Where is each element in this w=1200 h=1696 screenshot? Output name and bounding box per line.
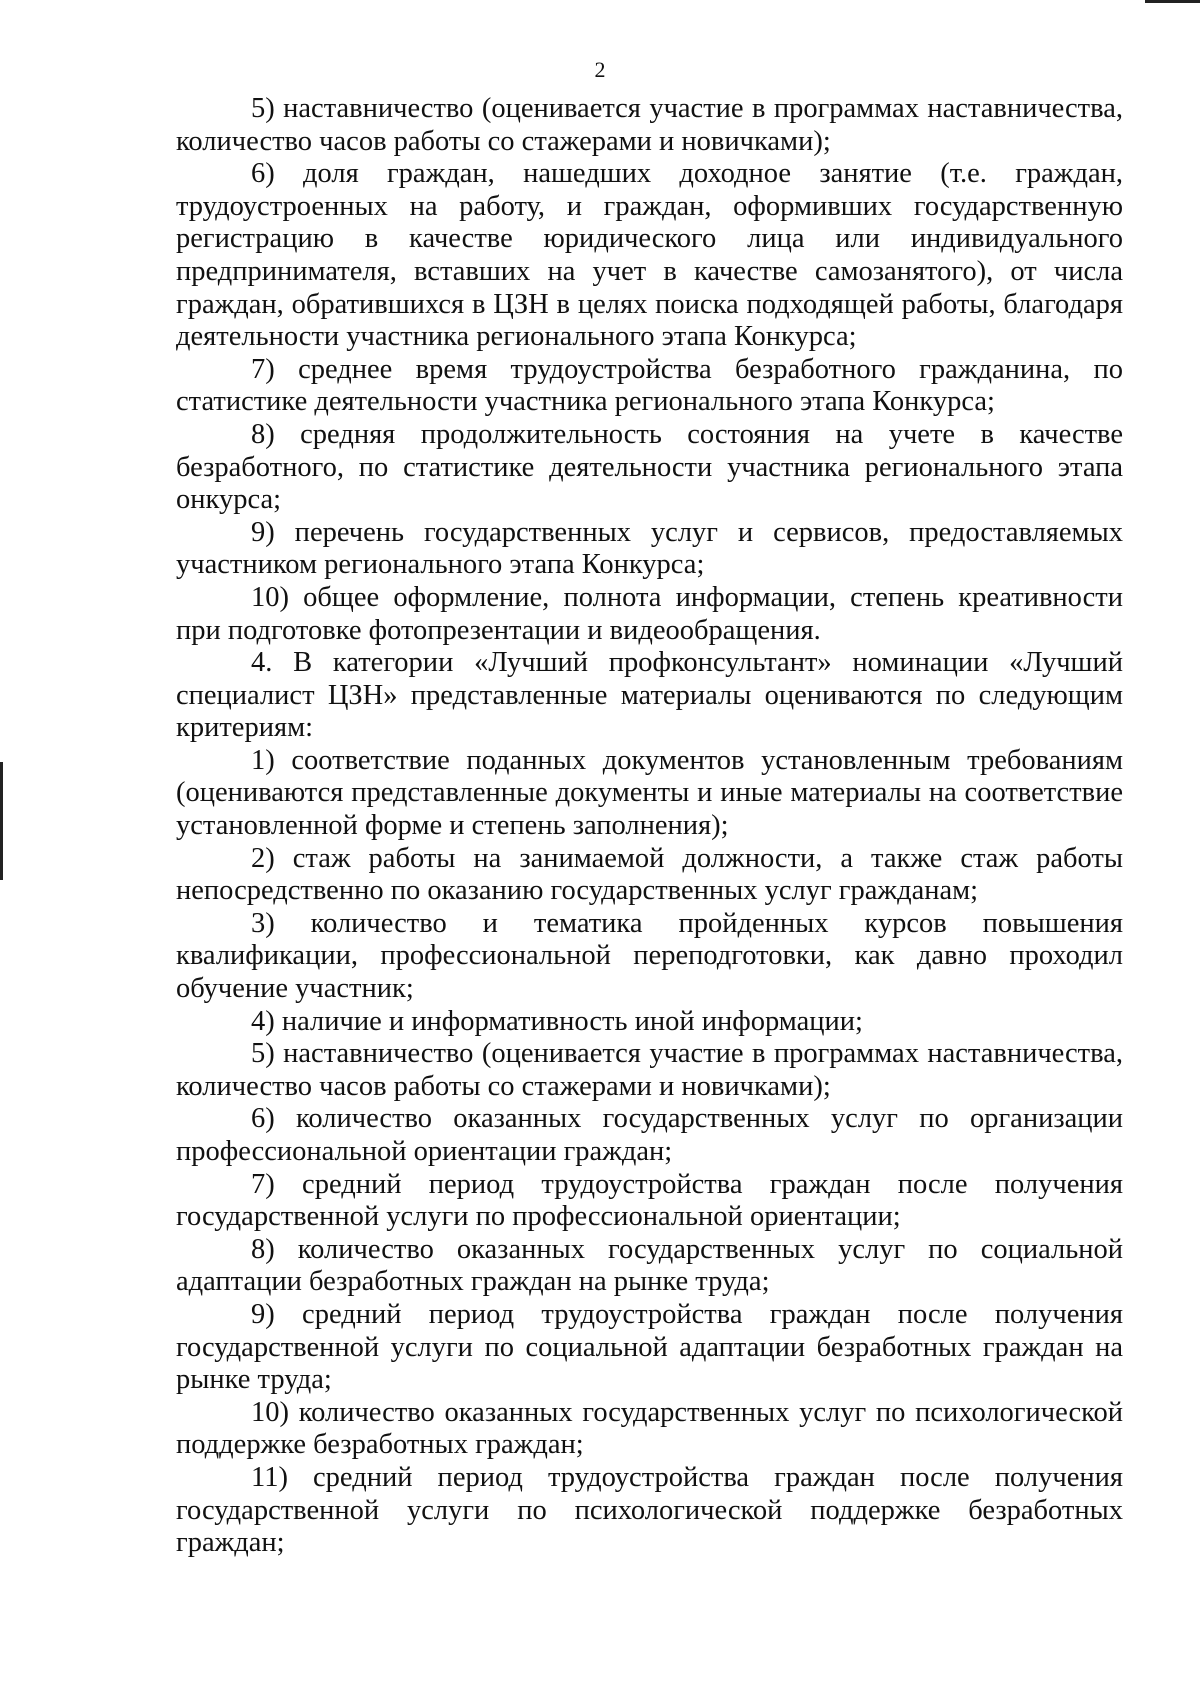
paragraph: 4) наличие и информативность иной информации; <box>251 1005 863 1037</box>
paragraph: 6) количество оказанных государственных услуг по организации профессиональной ориентации граждан; <box>176 1103 1123 1167</box>
page-number: 2 <box>594 57 606 82</box>
paragraph: 7) средний период трудоустройства граждан после получения государственной услуги по профессиональной ориентации; <box>176 1168 1123 1233</box>
paragraph: 10) количество оказанных государственных услуг по психологической поддержке безработных граждан; <box>176 1396 1123 1461</box>
scan-edge-mark <box>0 762 3 880</box>
paragraph: 8) количество оказанных государственных услуг по социальной адаптации безработных граждан на рынке труда; <box>176 1233 1123 1298</box>
paragraph: 5) наставничество (оценивается участие в программах наставничества, количество часов работы со стажерами и новичками); <box>176 93 1123 157</box>
document-body <box>176 93 1123 1560</box>
paragraph: 6) доля граждан, нашедших доходное занятие (т.е. граждан, трудоустроенных на работу, и граждан, оформивших государственную регистрацию в качестве юридического лица или индивидуального предпринимателя, вставших на учет в качестве самозанятого), от числа граждан, обратившихся в ЦЗН в целях поиска подходящей работы, благодаря деятельности участника регионального этапа Конкурса; <box>176 158 1123 353</box>
scan-edge-mark <box>1145 0 1200 3</box>
paragraph: 7) среднее время трудоустройства безработного гражданина, по статистике деятельности участника регионального этапа Конкурса; <box>176 353 1123 418</box>
paragraph: 9) средний период трудоустройства граждан после получения государственной услуги по социальной адаптации безработных граждан на рынке труда; <box>176 1298 1123 1396</box>
paragraph: 11) средний период трудоустройства граждан после получения государственной услуги по психологической поддержке безработных граждан; <box>176 1461 1123 1559</box>
paragraph: 2) стаж работы на занимаемой должности, а также стаж работы непосредственно по оказанию государственных услуг гражданам; <box>176 842 1123 907</box>
paragraph: 1) соответствие поданных документов установленным требованиям (оцениваются представленные документы и иные материалы на соответствие установленной форме и степень заполнения); <box>176 744 1123 842</box>
paragraph: 3) количество и тематика пройденных курсов повышения квалификации, профессиональной переподготовки, как давно проходил обучение участник; <box>176 907 1123 1005</box>
paragraph: 9) перечень государственных услуг и сервисов, предоставляемых участником регионального этапа Конкурса; <box>176 516 1123 581</box>
paragraph: 10) общее оформление, полнота информации, степень креативности при подготовке фотопрезентации и видеообращения. <box>176 581 1123 646</box>
paragraph: 8) средняя продолжительность состояния на учете в качестве безработного, по статистике деятельности участника регионального этапа онкурса; <box>176 418 1123 516</box>
paragraph: 4. В категории «Лучший профконсультант» номинации «Лучший специалист ЦЗН» представленные материалы оцениваются по следующим критериям: <box>176 647 1123 744</box>
paragraph: 5) наставничество (оценивается участие в программах наставничества, количество часов работы со стажерами и новичками); <box>176 1038 1123 1102</box>
